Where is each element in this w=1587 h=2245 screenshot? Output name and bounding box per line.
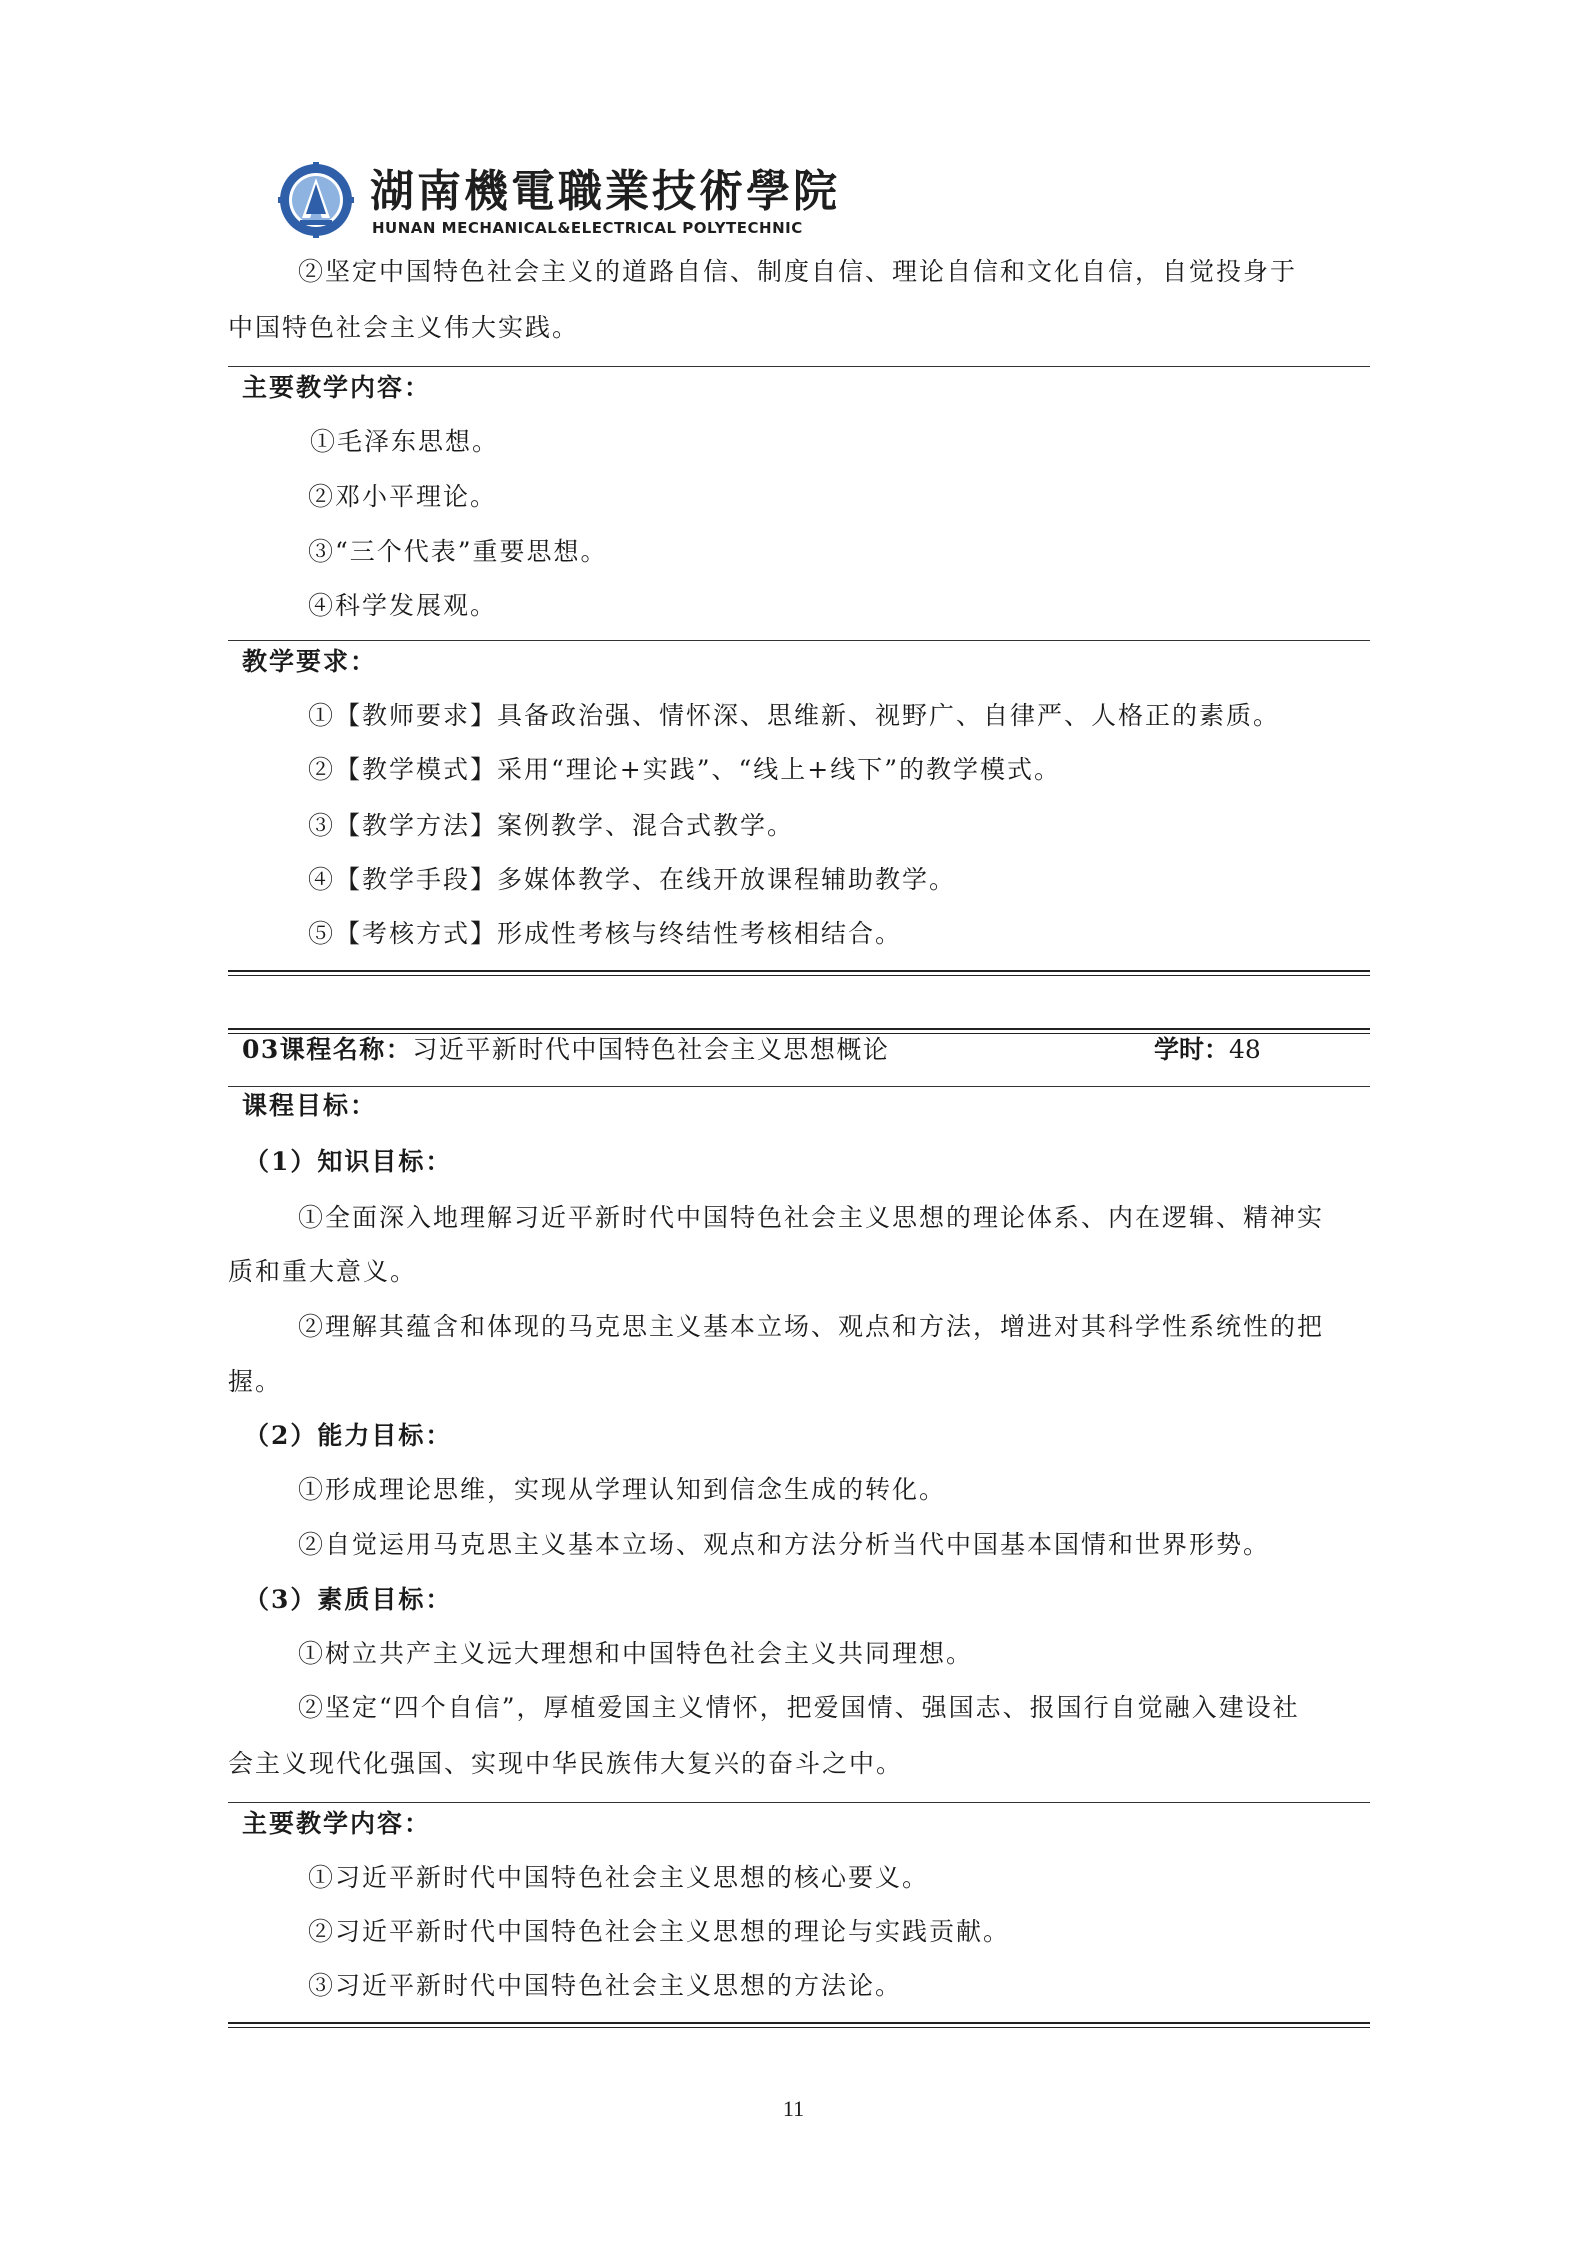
- goal-line: ①全面深入地理解习近平新时代中国特色社会主义思想的理论体系、内在逻辑、精神实: [298, 1203, 1325, 1232]
- section-end-rule: [228, 2022, 1370, 2028]
- requirement-item: ①【教师要求】具备政治强、情怀深、思维新、视野广、自律严、人格正的素质。: [308, 701, 1281, 730]
- knowledge-goal-label: （1）知识目标：: [244, 1147, 453, 1176]
- content-item: ③“三个代表”重要思想。: [308, 537, 608, 566]
- hours-value: 48: [1229, 1035, 1261, 1064]
- content-item: ②邓小平理论。: [308, 482, 498, 511]
- requirement-item: ④【教学手段】多媒体教学、在线开放课程辅助教学。: [308, 865, 957, 894]
- goal-line: ②坚定“四个自信”，厚植爱国主义情怀，把爱国情、强国志、报国行自觉融入建设社: [298, 1693, 1300, 1722]
- content-item: ④科学发展观。: [308, 591, 498, 620]
- requirement-item: ③【教学方法】案例教学、混合式教学。: [308, 811, 795, 840]
- divider: [228, 640, 1370, 641]
- goal-line: ②坚定中国特色社会主义的道路自信、制度自信、理论自信和文化自信，自觉投身于: [298, 257, 1298, 286]
- course-number: 03: [242, 1035, 280, 1064]
- ability-goal-label: （2）能力目标：: [244, 1421, 453, 1450]
- course-name: 习近平新时代中国特色社会主义思想概论: [412, 1035, 890, 1064]
- course-hours: [1154, 1032, 1261, 1068]
- content-item: ①习近平新时代中国特色社会主义思想的核心要义。: [308, 1863, 930, 1892]
- divider: [228, 1802, 1370, 1803]
- requirement-item: ⑤【考核方式】形成性考核与终结性考核相结合。: [308, 919, 903, 948]
- goal-line: 质和重大意义。: [228, 1257, 418, 1286]
- section-end-rule: [228, 970, 1370, 976]
- content-label: 主要教学内容：: [242, 373, 432, 402]
- content-item: ③习近平新时代中国特色社会主义思想的方法论。: [308, 1971, 903, 2000]
- goal-line: 会主义现代化强国、实现中华民族伟大复兴的奋斗之中。: [228, 1749, 904, 1778]
- school-header: [278, 162, 840, 246]
- goal-line: ①形成理论思维，实现从学理认知到信念生成的转化。: [298, 1475, 947, 1504]
- content-label: 主要教学内容：: [242, 1809, 432, 1838]
- goal-line: ①树立共产主义远大理想和中国特色社会主义共同理想。: [298, 1639, 974, 1668]
- goal-line: ②理解其蕴含和体现的马克思主义基本立场、观点和方法，增进对其科学性系统性的把: [298, 1312, 1325, 1341]
- course-title: [242, 1032, 889, 1068]
- hours-label: 学时：: [1154, 1035, 1230, 1064]
- school-emblem-icon: [278, 162, 354, 238]
- page-number: 11: [782, 2096, 805, 2121]
- requirements-label: 教学要求：: [242, 647, 378, 676]
- course-name-label: 课程名称：: [279, 1035, 413, 1064]
- goal-line: 握。: [228, 1367, 283, 1396]
- school-name-chinese: 湖南機電職業技術學院: [370, 166, 840, 217]
- quality-goal-label: （3）素质目标：: [244, 1585, 453, 1614]
- divider: [228, 1086, 1370, 1087]
- course-goal-label: 课程目标：: [242, 1091, 378, 1120]
- content-item: ①毛泽东思想。: [310, 427, 500, 456]
- school-name-english: HUNAN MECHANICAL&ELECTRICAL POLYTECHNIC: [372, 219, 803, 237]
- requirement-item: ②【教学模式】采用“理论+实践”、“线上+线下”的教学模式。: [308, 755, 1062, 784]
- goal-line: ②自觉运用马克思主义基本立场、观点和方法分析当代中国基本国情和世界形势。: [298, 1530, 1271, 1559]
- divider: [228, 366, 1370, 367]
- content-item: ②习近平新时代中国特色社会主义思想的理论与实践贡献。: [308, 1917, 1011, 1946]
- goal-line: 中国特色社会主义伟大实践。: [228, 313, 580, 342]
